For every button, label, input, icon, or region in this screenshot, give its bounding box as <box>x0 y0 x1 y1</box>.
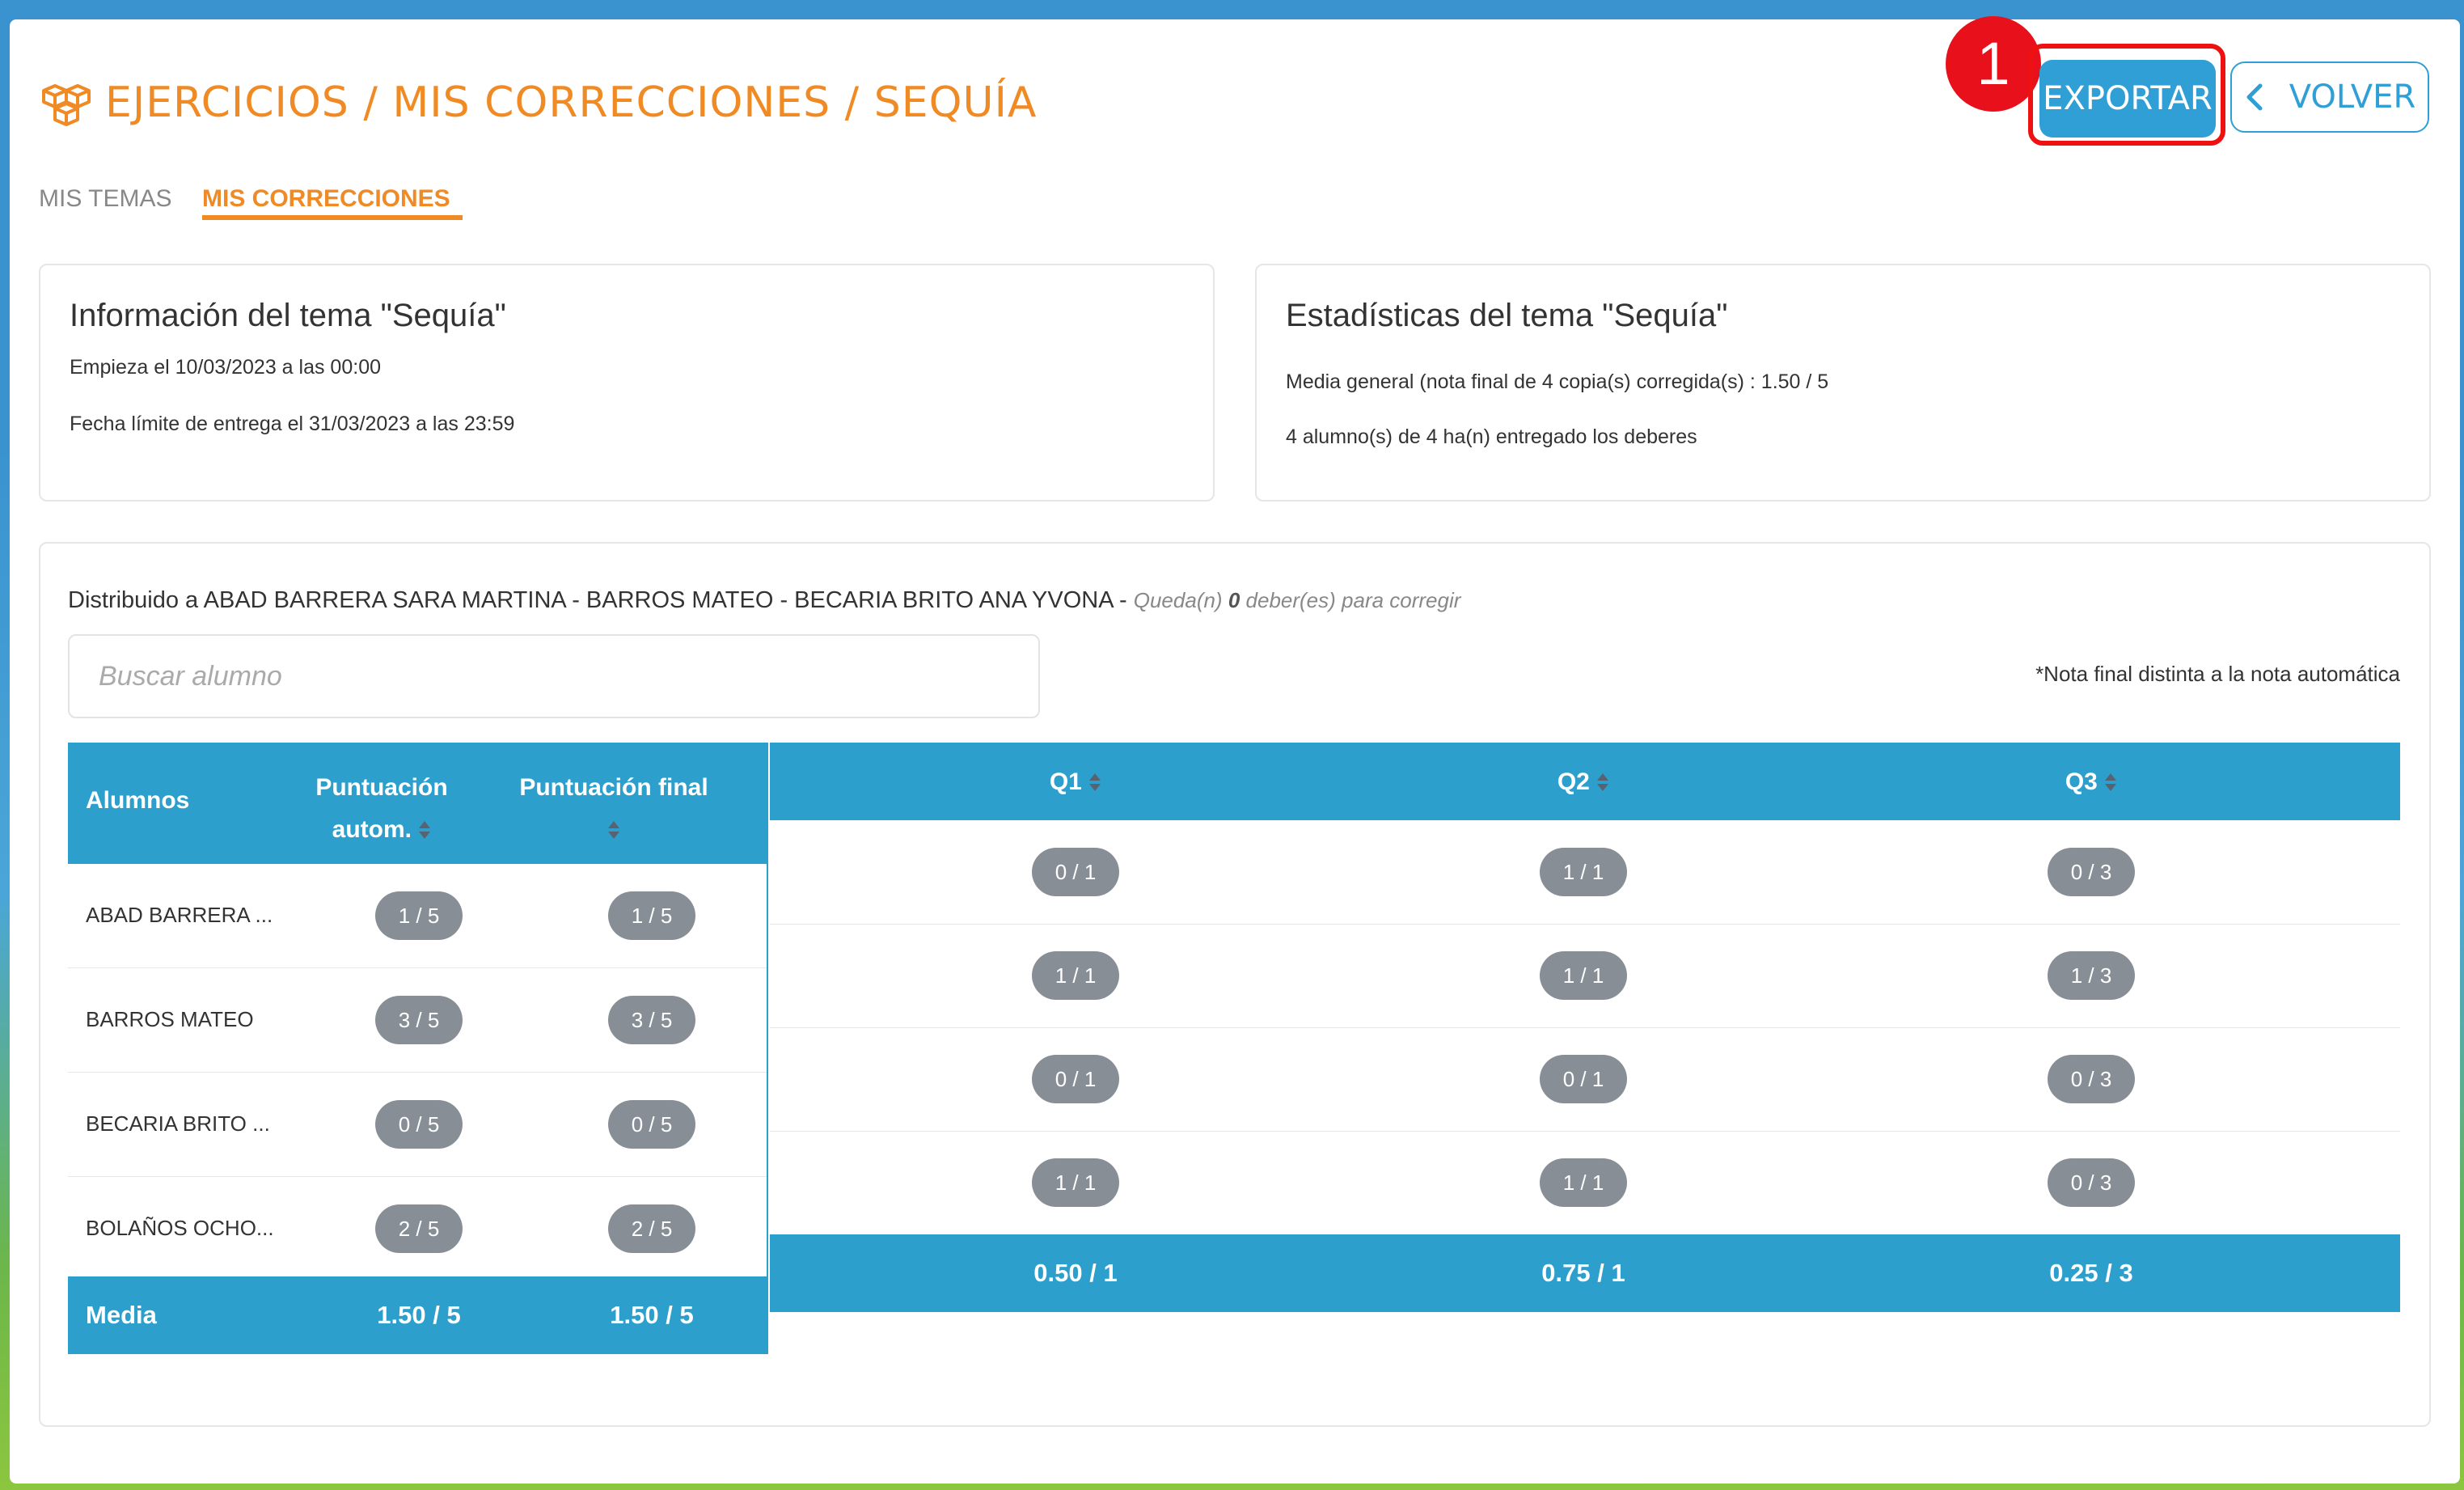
topic-stats-card <box>1255 264 2431 502</box>
q3-score-badge[interactable]: 0 / 3 <box>2048 1158 2135 1207</box>
header-auto-score[interactable] <box>277 767 487 851</box>
distribution-info <box>68 587 1460 614</box>
pending-count: 0 <box>1228 588 1240 612</box>
auto-score-badge: 3 / 5 <box>375 996 463 1044</box>
pending-suffix: deber(es) para corregir <box>1240 588 1461 612</box>
active-tab-indicator <box>202 215 463 220</box>
final-score-badge[interactable]: 0 / 5 <box>608 1100 695 1149</box>
header-q3[interactable] <box>2010 768 2172 796</box>
final-grade-note: *Nota final distinta a la nota automática <box>2035 662 2400 686</box>
final-score-badge[interactable]: 3 / 5 <box>608 996 695 1044</box>
auto-score-badge: 0 / 5 <box>375 1100 463 1149</box>
questions-table-footer <box>770 1234 2400 1312</box>
topic-start-date: Empieza el 10/03/2023 a las 00:00 <box>70 356 381 379</box>
student-name: ABAD BARRERA ... <box>86 903 273 927</box>
header-q2[interactable] <box>1502 768 1664 796</box>
final-score-badge[interactable]: 1 / 5 <box>608 891 695 940</box>
distribution-text: Distribuido a ABAD BARRERA SARA MARTINA - BARROS MATEO - BECARIA BRITO ANA YVONA - <box>68 587 1134 613</box>
q3-average: 0.25 / 3 <box>2049 1259 2133 1287</box>
pending-prefix: Queda(n) <box>1133 588 1228 612</box>
average-label: Media <box>86 1301 157 1329</box>
topic-info-title: Información del tema "Sequía" <box>70 298 506 333</box>
header-q2-label: Q2 <box>1557 768 1590 795</box>
sort-icon[interactable] <box>1088 773 1101 792</box>
table-row[interactable] <box>68 1177 767 1281</box>
breadcrumb: EJERCICIOS / MIS CORRECCIONES / SEQUÍA <box>105 78 1038 127</box>
header-q3-label: Q3 <box>2065 768 2098 795</box>
q2-score-badge[interactable]: 1 / 1 <box>1540 848 1627 896</box>
students-table-body <box>68 864 768 1281</box>
general-average: Media general (nota final de 4 copia(s) corregida(s) : 1.50 / 5 <box>1286 370 1829 393</box>
back-button-label: VOLVER <box>2289 78 2416 116</box>
q1-score-badge[interactable]: 1 / 1 <box>1032 1158 1119 1207</box>
back-button[interactable] <box>2230 61 2429 133</box>
topic-stats-title: Estadísticas del tema "Sequía" <box>1286 298 1728 333</box>
q3-score-badge[interactable]: 0 / 3 <box>2048 1055 2135 1103</box>
student-name: BARROS MATEO <box>86 1007 254 1031</box>
topic-deadline: Fecha límite de entrega el 31/03/2023 a las 23:59 <box>70 413 515 435</box>
q1-score-badge[interactable]: 0 / 1 <box>1032 848 1119 896</box>
tab-mis-correcciones[interactable]: MIS CORRECCIONES <box>202 185 450 212</box>
header-q1[interactable] <box>995 768 1156 796</box>
table-row[interactable] <box>68 1073 767 1177</box>
sort-icon[interactable] <box>1596 773 1609 792</box>
cubes-icon <box>40 83 92 128</box>
header-final-score-line1: Puntuación final <box>519 774 708 801</box>
sort-icon[interactable] <box>418 820 431 840</box>
q2-score-badge[interactable]: 1 / 1 <box>1540 1158 1627 1207</box>
table-row <box>770 1027 2400 1132</box>
sort-icon[interactable] <box>2104 773 2117 792</box>
table-row[interactable] <box>68 864 767 968</box>
topic-info-card <box>39 264 1215 502</box>
header-auto-score-line2: autom. <box>332 816 412 843</box>
tab-mis-temas[interactable]: MIS TEMAS <box>39 185 172 212</box>
q1-score-badge[interactable]: 1 / 1 <box>1032 951 1119 1000</box>
q3-score-badge[interactable]: 1 / 3 <box>2048 951 2135 1000</box>
average-auto-score: 1.50 / 5 <box>377 1301 461 1329</box>
highlight-frame <box>2028 44 2225 146</box>
questions-table-header <box>770 743 2400 820</box>
header-q1-label: Q1 <box>1049 768 1082 795</box>
students-table-footer <box>68 1276 768 1354</box>
table-row <box>770 820 2400 925</box>
final-score-badge[interactable]: 2 / 5 <box>608 1204 695 1253</box>
table-row <box>770 1131 2400 1235</box>
submission-count: 4 alumno(s) de 4 ha(n) entregado los deberes <box>1286 425 1697 448</box>
student-name: BOLAÑOS OCHO... <box>86 1216 274 1240</box>
header-auto-score-line1: Puntuación <box>315 774 448 801</box>
table-row <box>770 924 2400 1028</box>
sort-icon[interactable] <box>607 820 620 840</box>
q2-score-badge[interactable]: 1 / 1 <box>1540 951 1627 1000</box>
step-number-badge: 1 <box>1946 16 2041 112</box>
q3-score-badge[interactable]: 0 / 3 <box>2048 848 2135 896</box>
auto-score-badge: 2 / 5 <box>375 1204 463 1253</box>
table-row[interactable] <box>68 968 767 1073</box>
auto-score-badge: 1 / 5 <box>375 891 463 940</box>
q2-score-badge[interactable]: 0 / 1 <box>1540 1055 1627 1103</box>
student-search-input[interactable] <box>68 634 1040 718</box>
q2-average: 0.75 / 1 <box>1541 1259 1625 1287</box>
export-button[interactable]: EXPORTAR <box>2039 60 2216 138</box>
average-final-score: 1.50 / 5 <box>610 1301 694 1329</box>
header-final-score[interactable] <box>509 767 719 851</box>
student-name: BECARIA BRITO ... <box>86 1111 270 1136</box>
students-table <box>68 743 768 1354</box>
students-table-header <box>68 743 768 864</box>
q1-score-badge[interactable]: 0 / 1 <box>1032 1055 1119 1103</box>
pending-count-text <box>1134 588 1461 612</box>
header-students: Alumnos <box>86 787 190 814</box>
chevron-left-icon <box>2244 81 2265 113</box>
q1-average: 0.50 / 1 <box>1033 1259 1118 1287</box>
